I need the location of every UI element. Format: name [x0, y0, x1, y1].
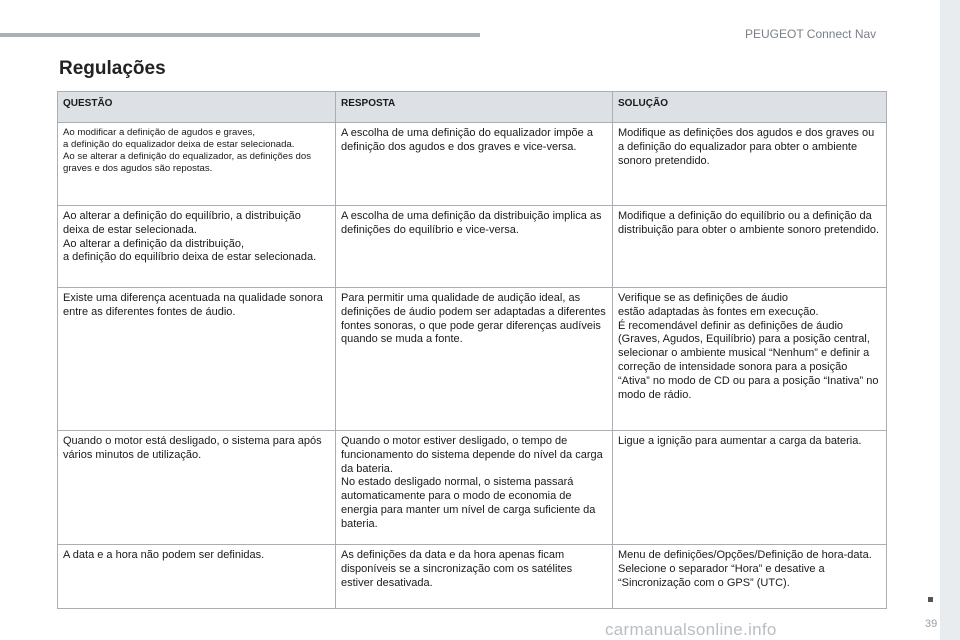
- column-header-solution: SOLUÇÃO: [613, 92, 887, 123]
- column-header-question: QUESTÃO: [58, 92, 336, 123]
- answer-cell: A escolha de uma definição do equalizador impõe a definição dos agudos e dos graves e vice-versa.: [336, 123, 613, 206]
- question-cell: Ao modificar a definição de agudos e graves, a definição do equalizador deixa de estar selecionada. Ao se alterar a definição do equalizador, as definições dos graves e dos agudos são repostas.: [58, 123, 336, 206]
- solution-cell: Modifique a definição do equilíbrio ou a definição da distribuição para obter o ambiente sonoro pretendido.: [613, 206, 887, 288]
- watermark: carmanualsonline.info: [605, 620, 777, 639]
- page-edge-strip: [940, 0, 960, 640]
- question-cell: Ao alterar a definição do equilíbrio, a distribuição deixa de estar selecionada. Ao alterar a definição da distribuição, a definição do equilíbrio deixa de estar selecionada.: [58, 206, 336, 288]
- answer-cell: A escolha de uma definição da distribuição implica as definições do equilíbrio e vice-versa.: [336, 206, 613, 288]
- question-cell: A data e a hora não podem ser definidas.: [58, 545, 336, 609]
- page-number: 39: [925, 618, 938, 630]
- solution-cell: Verifique se as definições de áudio estão adaptadas às fontes em execução. É recomendável definir as definições de áudio (Graves, Agudos, Equilíbrio) para a posição central, selecionar o ambiente musical “Nenhum” e definir a correção de intensidade sonora para a posição “Ativa” no modo de CD ou para a posição “Inativa” no modo de rádio.: [613, 288, 887, 431]
- solution-cell: Menu de definições/Opções/Definição de hora-data. Selecione o separador “Hora” e desative a “Sincronização com o GPS” (UTC).: [613, 545, 887, 609]
- table-row: [58, 545, 887, 609]
- solution-cell: Ligue a ignição para aumentar a carga da bateria.: [613, 431, 887, 545]
- table-row: [58, 288, 887, 431]
- table-row: [58, 431, 887, 545]
- answer-cell: Para permitir uma qualidade de audição ideal, as definições de áudio podem ser adaptadas a diferentes fontes sonoras, o que pode gerar diferenças audíveis quando se muda a fonte.: [336, 288, 613, 431]
- solution-cell: Modifique as definições dos agudos e dos graves ou a definição do equalizador para obter o ambiente sonoro pretendido.: [613, 123, 887, 206]
- table-row: [58, 123, 887, 206]
- table-row: [58, 206, 887, 288]
- troubleshooting-table: [57, 91, 887, 609]
- answer-cell: Quando o motor estiver desligado, o tempo de funcionamento do sistema depende do nível da carga da bateria. No estado desligado normal, o sistema passará automaticamente para o modo de economia de energia para manter um nível de carga suficiente da bateria.: [336, 431, 613, 545]
- page-title: Regulações: [59, 58, 166, 79]
- column-header-answer: RESPOSTA: [336, 92, 613, 123]
- question-cell: Existe uma diferença acentuada na qualidade sonora entre as diferentes fontes de áudio.: [58, 288, 336, 431]
- answer-cell: As definições da data e da hora apenas ficam disponíveis se a sincronização com os satélites estiver desativada.: [336, 545, 613, 609]
- page-marker: [928, 597, 933, 602]
- header-rule: [0, 33, 480, 37]
- question-cell: Quando o motor está desligado, o sistema para após vários minutos de utilização.: [58, 431, 336, 545]
- table-header-row: [58, 92, 887, 123]
- brand-header: PEUGEOT Connect Nav: [745, 27, 877, 41]
